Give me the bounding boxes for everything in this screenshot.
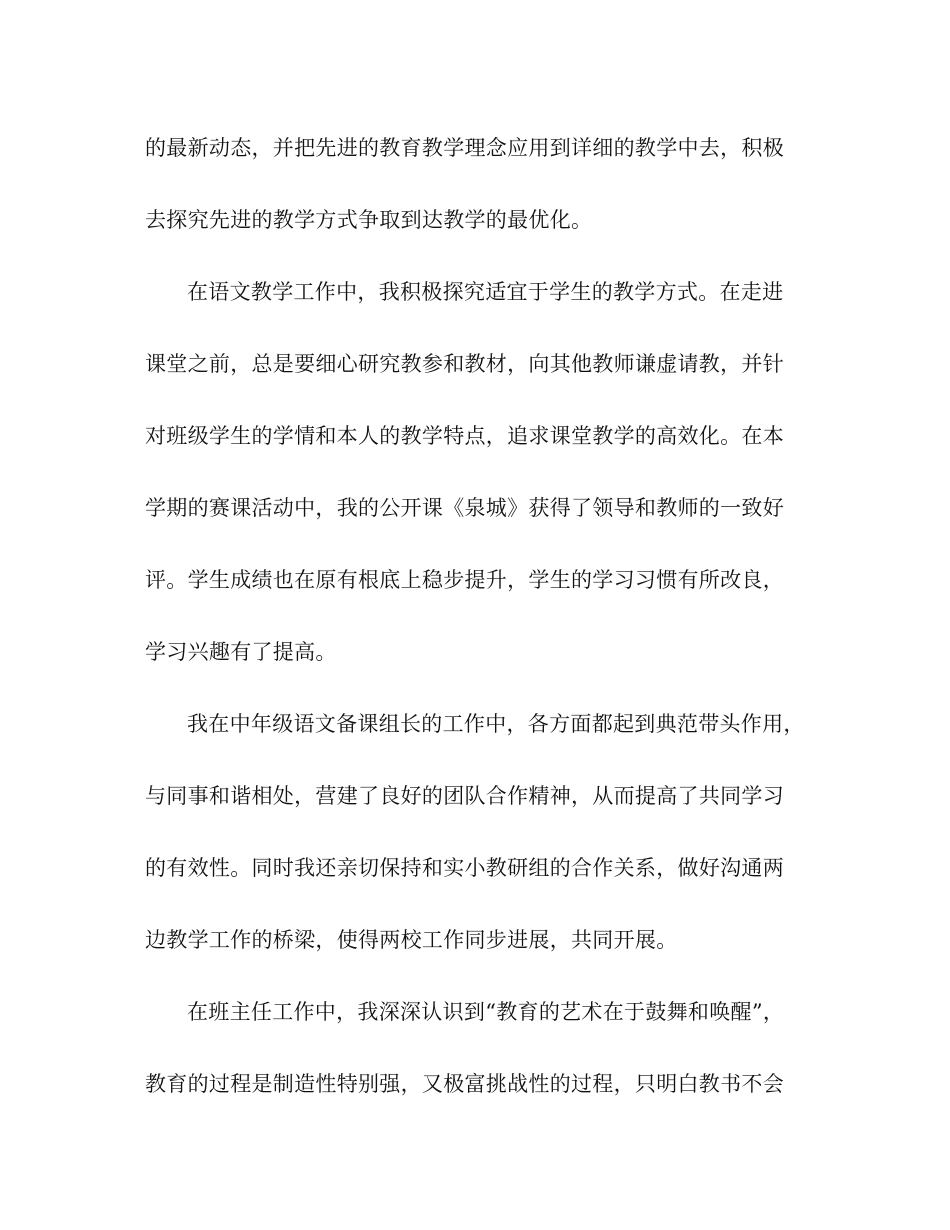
text-line: 的最新动态，并把先进的教育教学理念应用到详细的教学中去，积极 xyxy=(145,136,784,160)
document-body xyxy=(145,136,805,1144)
text-line: 教育的过程是制造性特别强，又极富挑战性的过程，只明白教书不会 xyxy=(145,1072,784,1096)
paragraph-start-line: 在语文教学工作中，我积极探究适宜于学生的教学方式。在走进 xyxy=(187,280,784,304)
text-line: 的有效性。同时我还亲切保持和实小教研组的合作关系，做好沟通两 xyxy=(145,856,784,880)
text-line: 与同事和谐相处，营建了良好的团队合作精神，从而提高了共同学习 xyxy=(145,784,784,808)
text-line: 评。学生成绩也在原有根底上稳步提升，学生的学习习惯有所改良， xyxy=(145,568,784,592)
text-line: 学期的赛课活动中，我的公开课《泉城》获得了领导和教师的一致好 xyxy=(145,496,784,520)
text-line: 学习兴趣有了提高。 xyxy=(145,640,337,664)
text-line: 对班级学生的学情和本人的教学特点，追求课堂教学的高效化。在本 xyxy=(145,424,784,448)
text-line: 课堂之前，总是要细心研究教参和教材，向其他教师谦虚请教，并针 xyxy=(145,352,784,376)
paragraph-start-line: 在班主任工作中，我深深认识到“教育的艺术在于鼓舞和唤醒”， xyxy=(187,1000,785,1024)
paragraph-start-line: 我在中年级语文备课组长的工作中，各方面都起到典范带头作用， xyxy=(187,712,805,736)
text-line: 边教学工作的桥梁，使得两校工作同步进展，共同开展。 xyxy=(145,928,678,952)
text-line: 去探究先进的教学方式争取到达教学的最优化。 xyxy=(145,208,593,232)
